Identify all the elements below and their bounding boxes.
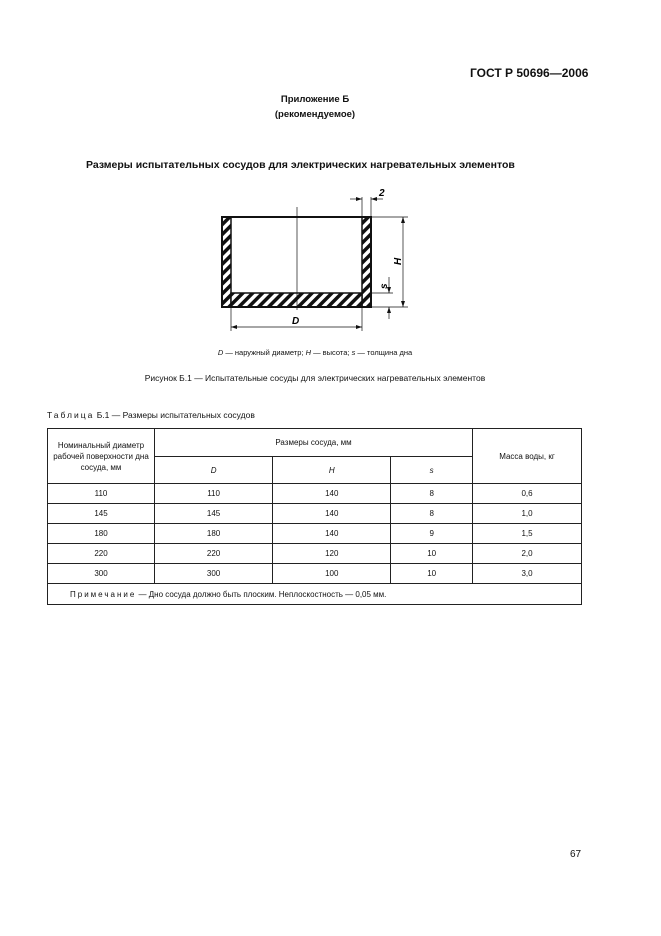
table-row: 110 110 140 8 0,6 bbox=[48, 484, 582, 504]
table-note: Примечание — Дно сосуда должно быть плоским. Неплоскостность — 0,05 мм. bbox=[48, 584, 582, 605]
wall-thickness-label: 2 bbox=[379, 188, 385, 199]
appendix-status: (рекомендуемое) bbox=[274, 109, 356, 120]
table-row: 300 300 100 10 3,0 bbox=[48, 564, 582, 584]
header-s: s bbox=[391, 457, 473, 484]
header-d: D bbox=[155, 457, 273, 484]
figure-caption: Рисунок Б.1 — Испытательные сосуды для электрических нагревательных элементов bbox=[144, 373, 486, 383]
header-water-mass: Масса воды, кг bbox=[473, 429, 582, 484]
bottom-thickness-label: s bbox=[379, 283, 390, 289]
table-note-row bbox=[48, 584, 582, 605]
height-label: H bbox=[393, 257, 404, 265]
document-number: ГОСТ Р 50696—2006 bbox=[470, 66, 589, 80]
header-nominal-diameter: Номинальный диаметр рабочей поверхности дна сосуда, мм bbox=[48, 429, 155, 484]
section-title: Размеры испытательных сосудов для электрических нагревательных элементов bbox=[86, 159, 515, 171]
vessel-left-wall bbox=[222, 217, 231, 307]
page-number: 67 bbox=[570, 849, 582, 860]
vessel-bottom bbox=[231, 293, 362, 307]
header-h: H bbox=[273, 457, 391, 484]
table-row: 180 180 140 9 1,5 bbox=[48, 524, 582, 544]
diameter-label: D bbox=[292, 316, 300, 327]
table-row: 145 145 140 8 1,0 bbox=[48, 504, 582, 524]
vessel-right-wall bbox=[362, 217, 371, 307]
appendix-title: Приложение Б bbox=[280, 94, 350, 105]
figure-legend: D — наружный диаметр; H — высота; s — толщина дна bbox=[217, 348, 413, 357]
header-vessel-dimensions: Размеры сосуда, мм bbox=[155, 429, 473, 457]
vessel-drawing bbox=[190, 185, 430, 335]
table-caption: Таблица Б.1 — Размеры испытательных сосудов bbox=[47, 410, 255, 420]
vessel-dimensions-table bbox=[47, 428, 582, 605]
table-row: 220 220 120 10 2,0 bbox=[48, 544, 582, 564]
